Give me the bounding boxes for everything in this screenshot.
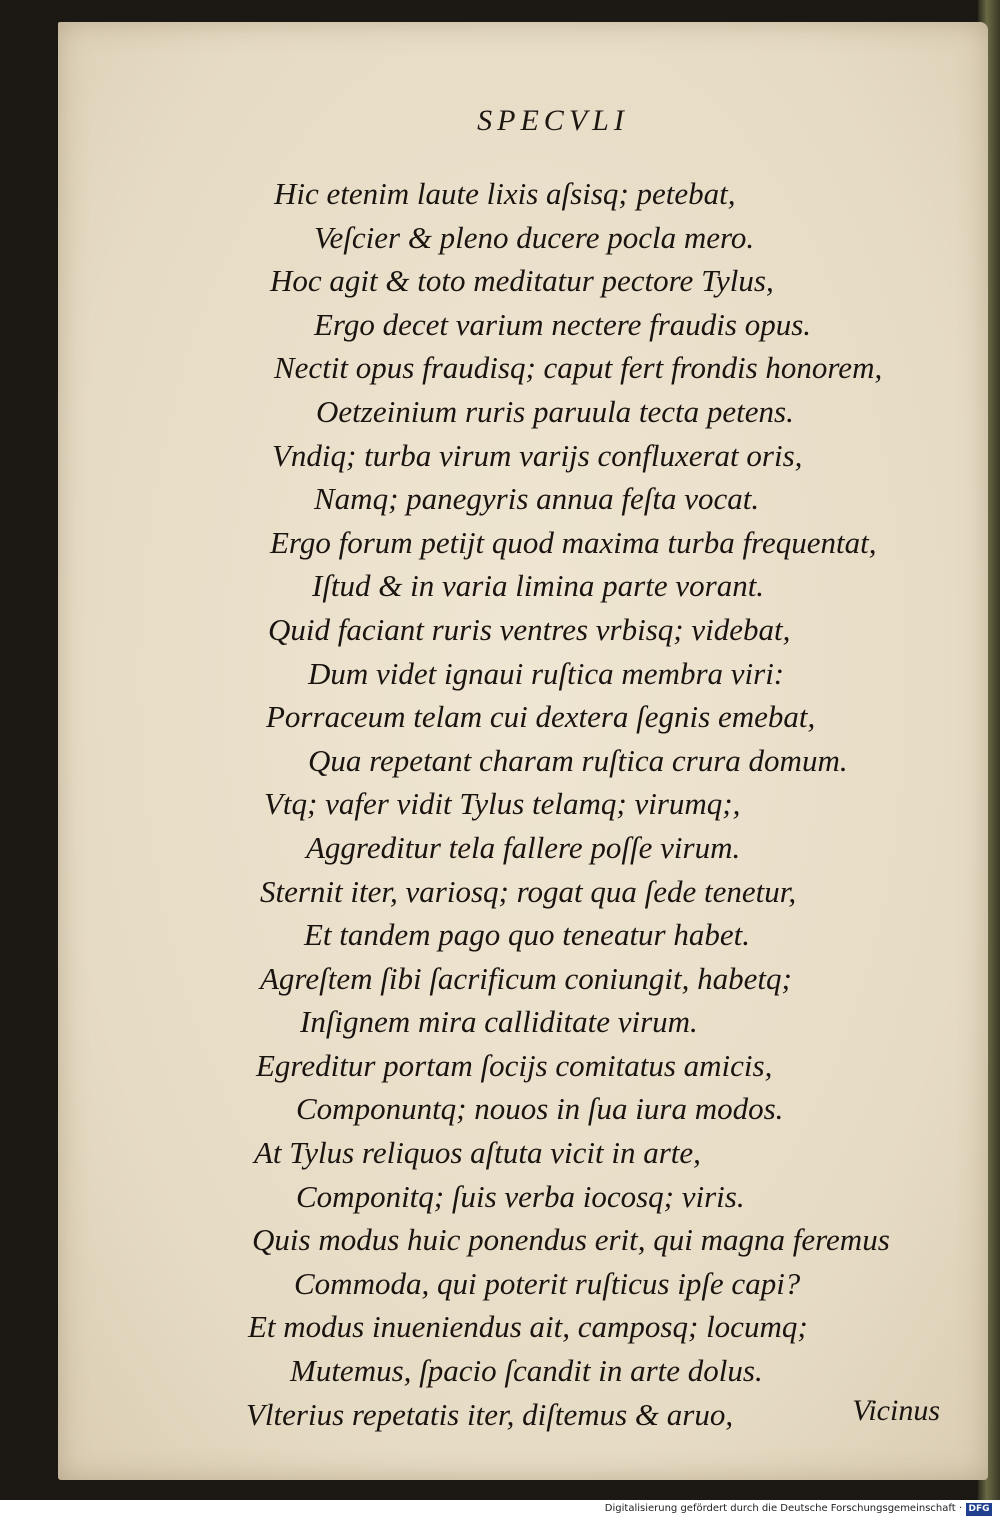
catchword: Vicinus — [852, 1394, 940, 1427]
verse-line: Vndiq; turba virum varijs confluxerat oris, — [272, 437, 803, 473]
verse-line: Ergo decet varium nectere fraudis opus. — [314, 306, 812, 342]
verse-line: Egreditur portam ſocijs comitatus amicis, — [256, 1047, 773, 1083]
verse-line: Commoda, qui poterit ruſticus ipſe capi? — [294, 1265, 801, 1301]
verse-line: Agreſtem ſibi ſacrificum coniungit, habetq; — [260, 960, 792, 996]
verse-line: Nectit opus fraudisq; caput fert frondis honorem, — [274, 350, 883, 386]
verse-line: Iſtud & in varia limina parte vorant. — [312, 568, 765, 604]
verse-line: Et modus inueniendus ait, camposq; locumq; — [248, 1309, 808, 1345]
verse-line: Namq; panegyris annua feſta vocat. — [314, 481, 760, 517]
verse-line: Qua repetant charam ruſtica crura domum. — [308, 742, 848, 778]
book-page — [58, 22, 988, 1480]
footer-bar — [0, 1500, 1000, 1520]
verse-line: Quid faciant ruris ventres vrbisq; videbat, — [268, 611, 791, 647]
verse-line: Et tandem pago quo teneatur habet. — [304, 917, 750, 953]
funding-credit: Digitalisierung gefördert durch die Deutsche Forschungsgemeinschaft · — [604, 1503, 962, 1514]
verse-line: Porraceum telam cui dextera ſegnis emebat, — [266, 699, 816, 735]
verse-line: Dum videt ignaui ruſtica membra viri: — [308, 655, 785, 691]
verse-text — [58, 172, 988, 1436]
verse-line: Hic etenim laute lixis aſsisq; petebat, — [274, 176, 736, 211]
verse-line: Veſcier & pleno ducere pocla mero. — [314, 219, 755, 255]
verse-line: Inſignem mira calliditate virum. — [300, 1004, 698, 1040]
verse-line: Vlterius repetatis iter, diſtemus & aruo, — [246, 1396, 734, 1432]
verse-line: Mutemus, ſpacio ſcandit in arte dolus. — [290, 1353, 763, 1389]
verse-line: At Tylus reliquos aſtuta vicit in arte, — [254, 1135, 701, 1171]
verse-line: Hoc agit & toto meditatur pectore Tylus, — [270, 263, 774, 299]
verse-line: Vtq; vafer vidit Tylus telamq; virumq;, — [264, 786, 741, 822]
verse-line: Componitq; ſuis verba iocosq; viris. — [296, 1178, 745, 1214]
dfg-logo: DFG — [966, 1503, 992, 1516]
verse-line: Componuntq; nouos in ſua iura modos. — [296, 1091, 784, 1127]
verse-line: Ergo forum petijt quod maxima turba frequentat, — [270, 524, 877, 560]
verse-line: Sternit iter, variosq; rogat qua ſede tenetur, — [260, 873, 797, 909]
verse-line: Oetzeinium ruris paruula tecta petens. — [316, 393, 794, 429]
verse-line: Quis modus huic ponendus erit, qui magna feremus — [252, 1222, 890, 1258]
running-header: SPECVLI — [477, 104, 629, 137]
verse-line: Aggreditur tela fallere poſſe virum. — [306, 829, 741, 865]
